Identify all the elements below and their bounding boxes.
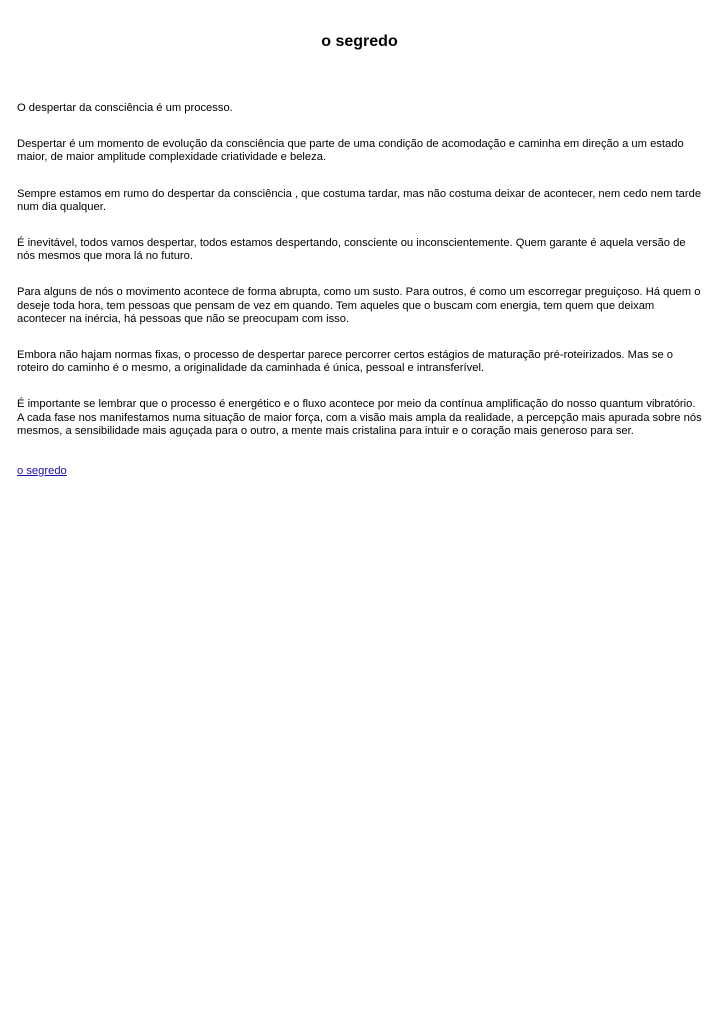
paragraph-1: O despertar da consciência é um processo. bbox=[17, 102, 233, 114]
document-title: o segredo bbox=[321, 33, 398, 50]
paragraph-6: Embora não hajam normas fixas, o processo de despertar parece percorrer certos estágios de maturação pré-roteirizados. Mas se o roteiro do caminho é o mesmo, a originalidade da caminhada é única, pessoal e intransferível. bbox=[17, 349, 674, 375]
document-body bbox=[17, 102, 703, 479]
paragraph-3: Sempre estamos em rumo do despertar da consciência , que costuma tardar, mas não costuma deixar de acontecer, nem cedo nem tarde num dia qualquer. bbox=[17, 187, 702, 213]
paragraph-4: É inevitável, todos vamos despertar, todos estamos despertando, consciente ou inconscientemente. Quem garante é aquela versão de nós mesmos que mora lá no futuro. bbox=[17, 237, 686, 263]
paragraph-5: Para alguns de nós o movimento acontece de forma abrupta, como um susto. Para outros, é como um escorregar preguiçoso. Há quem o deseje toda hora, tem pessoas que pensam de vez em quando. Tem aqueles que o buscam com energia, tem quem que deixam acontecer na inércia, há pessoas que não se preocupam com isso. bbox=[17, 286, 701, 325]
paragraph-2: Despertar é um momento de evolução da consciência que parte de uma condição de acomodação e caminha em direção a um estado maior, de maior amplitude complexidade criatividade e beleza. bbox=[17, 138, 684, 164]
paragraph-7: É importante se lembrar que o processo é energético e o fluxo acontece por meio da contínua amplificação do nosso quantum vibratório. A cada fase nos manifestamos numa situação de maior força, com a visão mais ampla da realidade, a percepção mais apurada sobre nós mesmos, a sensibilidade mais aguçada para o outro, a mente mais cristalina para intuir e o coração mais generoso para ser. bbox=[17, 398, 702, 437]
source-link[interactable]: o segredo bbox=[17, 465, 67, 478]
